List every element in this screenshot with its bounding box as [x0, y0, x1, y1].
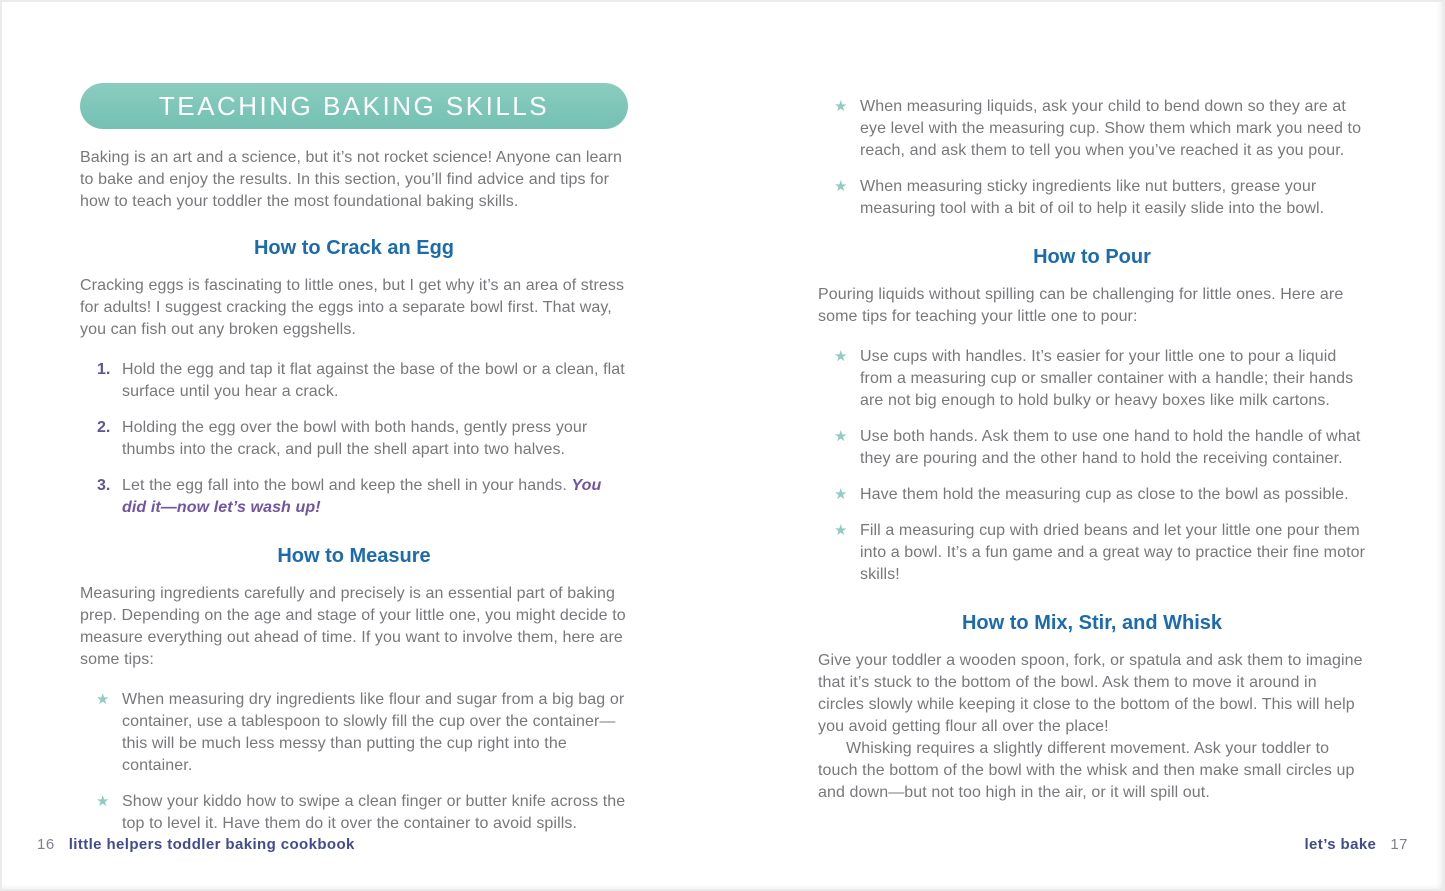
- tip-text: Have them hold the measuring cup as close to the bowl as possible.: [860, 486, 1349, 503]
- mix-paragraph-1: Give your toddler a wooden spoon, fork, or spatula and ask them to imagine that it’s stuck to the bottom of the bowl. Ask them to move it around in circles slowly while keeping it close to the bottom of the bowl. This will help you avoid getting flour all over the place!: [818, 652, 1363, 735]
- measure-tips-continued: [818, 96, 1366, 220]
- list-item: [818, 346, 1366, 412]
- heading-mix-stir-whisk: How to Mix, Stir, and Whisk: [961, 612, 1223, 634]
- tip-text: When measuring sticky ingredients like nut butters, grease your measuring tool with a bit of oil to help it easily slide into the bowl.: [860, 178, 1325, 217]
- list-item: [818, 426, 1366, 470]
- list-item: [818, 176, 1366, 220]
- list-item: [80, 417, 628, 461]
- list-item: [818, 484, 1366, 506]
- star-bullet-icon: ★: [834, 522, 848, 539]
- footer-left: [37, 836, 355, 853]
- list-item: [80, 359, 628, 403]
- crack-paragraph: Cracking eggs is fascinating to little ones, but I get why it’s an area of stress for adults! I suggest cracking the eggs into a separate bowl first. That way, you can fish out any broken eggshells.: [80, 277, 625, 338]
- star-bullet-icon: ★: [834, 486, 848, 503]
- heading-pour: How to Pour: [1033, 246, 1151, 268]
- footer-right: [1304, 836, 1408, 853]
- step-text-plain: Let the egg fall into the bowl and keep the shell in your hands.: [122, 477, 572, 494]
- measure-paragraph: Measuring ingredients carefully and precisely is an essential part of baking prep. Depending on the age and stage of your little one, you might decide to measure everything out ahead of time. If you want to involve them, here are some tips:: [80, 585, 626, 668]
- mix-paragraph-2: Whisking requires a slightly different movement. Ask your toddler to touch the bottom of the bowl with the whisk and then make small circles up and down—but not too high in the air, or it will spill out.: [818, 740, 1355, 801]
- step-number: 2.: [97, 419, 111, 436]
- tip-text: Fill a measuring cup with dried beans and let your little one pour them into a bowl. It’s a fun game and a great way to practice their fine motor skills!: [860, 522, 1366, 583]
- section-banner: [80, 83, 628, 129]
- tip-text: When measuring liquids, ask your child to bend down so they are at eye level with the measuring cup. Show them which mark you need to reach, and ask them to tell you when you’ve reached it as you pour.: [860, 98, 1362, 159]
- pour-paragraph: Pouring liquids without spilling can be challenging for little ones. Here are some tips for teaching your little one to pour:: [818, 286, 1344, 325]
- star-bullet-icon: ★: [96, 793, 110, 810]
- tip-text: Show your kiddo how to swipe a clean finger or butter knife across the top to level it. Have them do it over the container to avoid spills.: [122, 793, 626, 832]
- left-page: [80, 83, 628, 849]
- list-item: [80, 689, 628, 777]
- star-bullet-icon: ★: [834, 178, 848, 195]
- step-number: 3.: [97, 477, 111, 494]
- page-footer: [37, 836, 1408, 853]
- step-number: 1.: [97, 361, 111, 378]
- step-text-emphasis: You did it—now let’s wash up!: [122, 477, 602, 516]
- step-text: [122, 475, 628, 519]
- page-number-left: 16: [37, 836, 55, 853]
- step-text: Holding the egg over the bowl with both hands, gently press your thumbs into the crack, and pull the shell apart into two halves.: [122, 419, 588, 458]
- step-text: Hold the egg and tap it flat against the base of the bowl or a clean, flat surface until you hear a crack.: [122, 361, 625, 400]
- pour-tips-list: [818, 346, 1366, 586]
- intro-paragraph: Baking is an art and a science, but it’s not rocket science! Anyone can learn to bake and enjoy the results. In this section, you’ll find advice and tips for how to teach your toddler the most foundational baking skills.: [80, 149, 622, 210]
- star-bullet-icon: ★: [96, 691, 110, 708]
- chapter-title: let’s bake: [1304, 836, 1377, 853]
- tip-text: Use both hands. Ask them to use one hand to hold the handle of what they are pouring and the other hand to hold the receiving container.: [860, 428, 1361, 467]
- star-bullet-icon: ★: [834, 428, 848, 445]
- list-item: [80, 475, 628, 519]
- page-number-right: 17: [1390, 836, 1408, 853]
- list-item: [818, 520, 1366, 586]
- crack-steps-list: [80, 359, 628, 519]
- tip-text: When measuring dry ingredients like flour and sugar from a big bag or container, use a tablespoon to slowly fill the cup over the container—this will be much less messy than putting the cup right into the container.: [122, 691, 625, 774]
- star-bullet-icon: ★: [834, 348, 848, 365]
- section-banner-label: TEACHING BAKING SKILLS: [158, 90, 550, 121]
- heading-measure: How to Measure: [277, 545, 431, 567]
- list-item: [818, 96, 1366, 162]
- book-title: little helpers toddler baking cookbook: [68, 836, 355, 853]
- tip-text: Use cups with handles. It’s easier for your little one to pour a liquid from a measuring cup or smaller container with a handle; their hands are not big enough to hold bulky or heavy boxes like milk cartons.: [860, 348, 1354, 409]
- star-bullet-icon: ★: [834, 98, 848, 115]
- right-page: [818, 96, 1366, 818]
- heading-crack-an-egg: How to Crack an Egg: [253, 237, 455, 259]
- measure-tips-list: [80, 689, 628, 835]
- list-item: [80, 791, 628, 835]
